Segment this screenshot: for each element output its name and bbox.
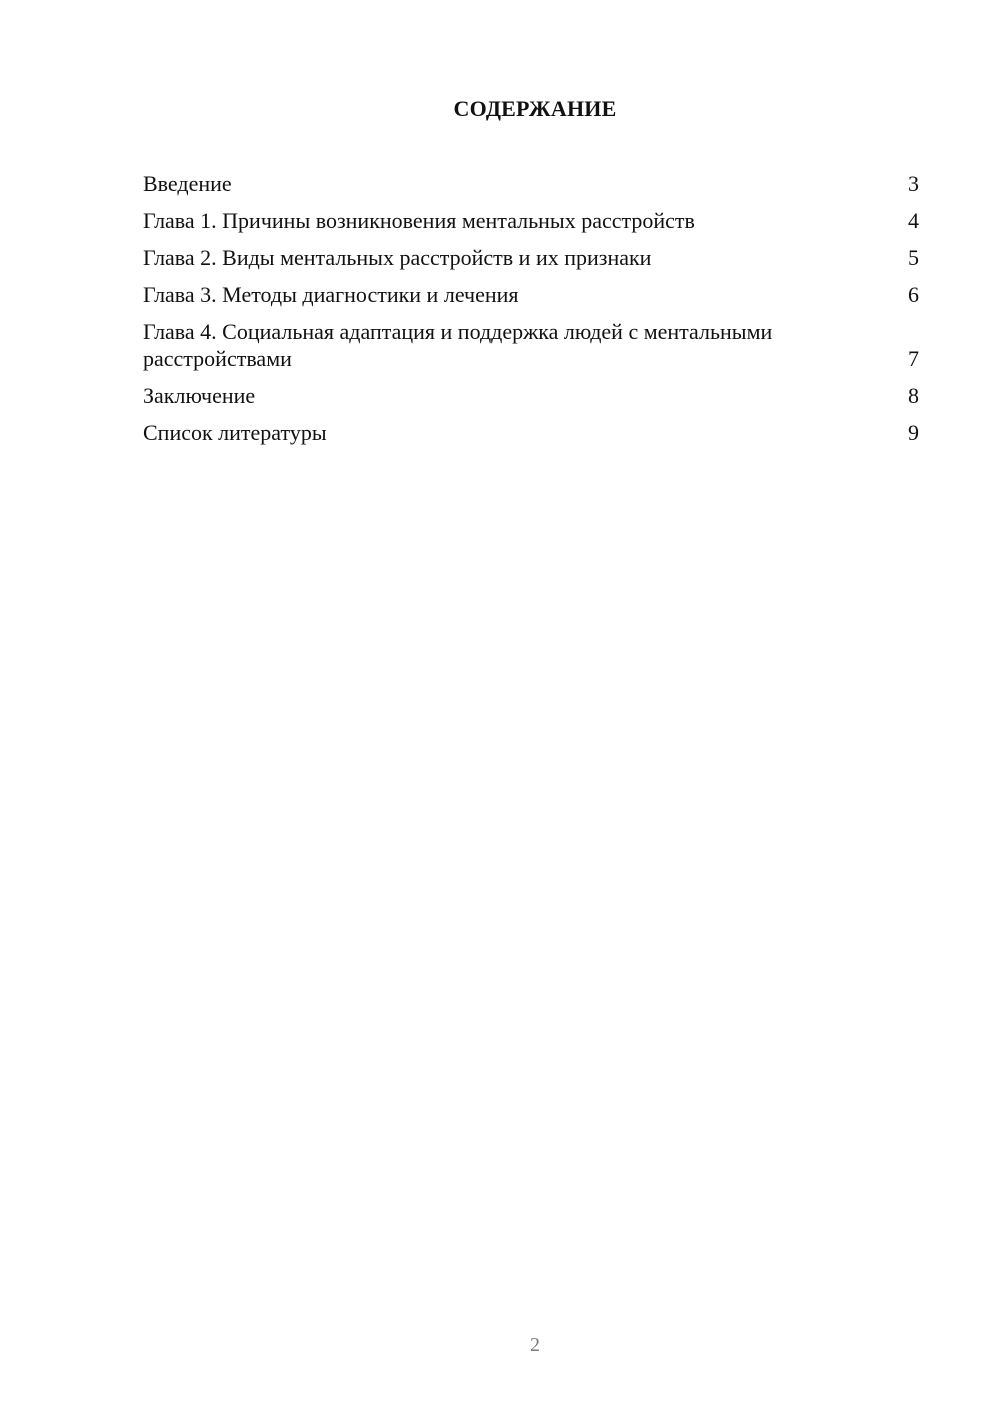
toc-entry-label: Глава 4. Социальная адаптация и поддержка людей с ментальными расстройствами <box>143 319 773 371</box>
toc-entry-page: 6 <box>908 282 919 307</box>
toc-entry-page: 7 <box>908 346 919 371</box>
toc-entry-references <box>143 419 919 446</box>
toc-title: СОДЕРЖАНИЕ <box>453 96 617 121</box>
toc-entry-label: Глава 2. Виды ментальных расстройств и их признаки <box>143 245 652 270</box>
toc-entry-chapter-2 <box>143 244 919 271</box>
toc-entry-chapter-1 <box>143 207 919 234</box>
toc-entry-chapter-3 <box>143 281 919 308</box>
toc-entry-label: Введение <box>143 171 232 196</box>
toc-entry-page: 3 <box>908 171 919 196</box>
toc-entry-label: Заключение <box>143 383 256 408</box>
toc-entry-label: Глава 1. Причины возникновения ментальных расстройств <box>143 208 695 233</box>
toc-entry-page: 8 <box>908 383 919 408</box>
page-number: 2 <box>530 1334 540 1356</box>
toc-list <box>143 170 919 456</box>
toc-entry-page: 5 <box>908 245 919 270</box>
toc-entry-page: 4 <box>908 208 919 233</box>
toc-entry-label: Список литературы <box>143 420 327 445</box>
toc-entry-page: 9 <box>908 420 919 445</box>
toc-entry-chapter-4 <box>143 318 919 372</box>
toc-entry-label: Глава 3. Методы диагностики и лечения <box>143 282 519 307</box>
toc-entry-conclusion <box>143 382 919 409</box>
toc-entry-introduction <box>143 170 919 197</box>
